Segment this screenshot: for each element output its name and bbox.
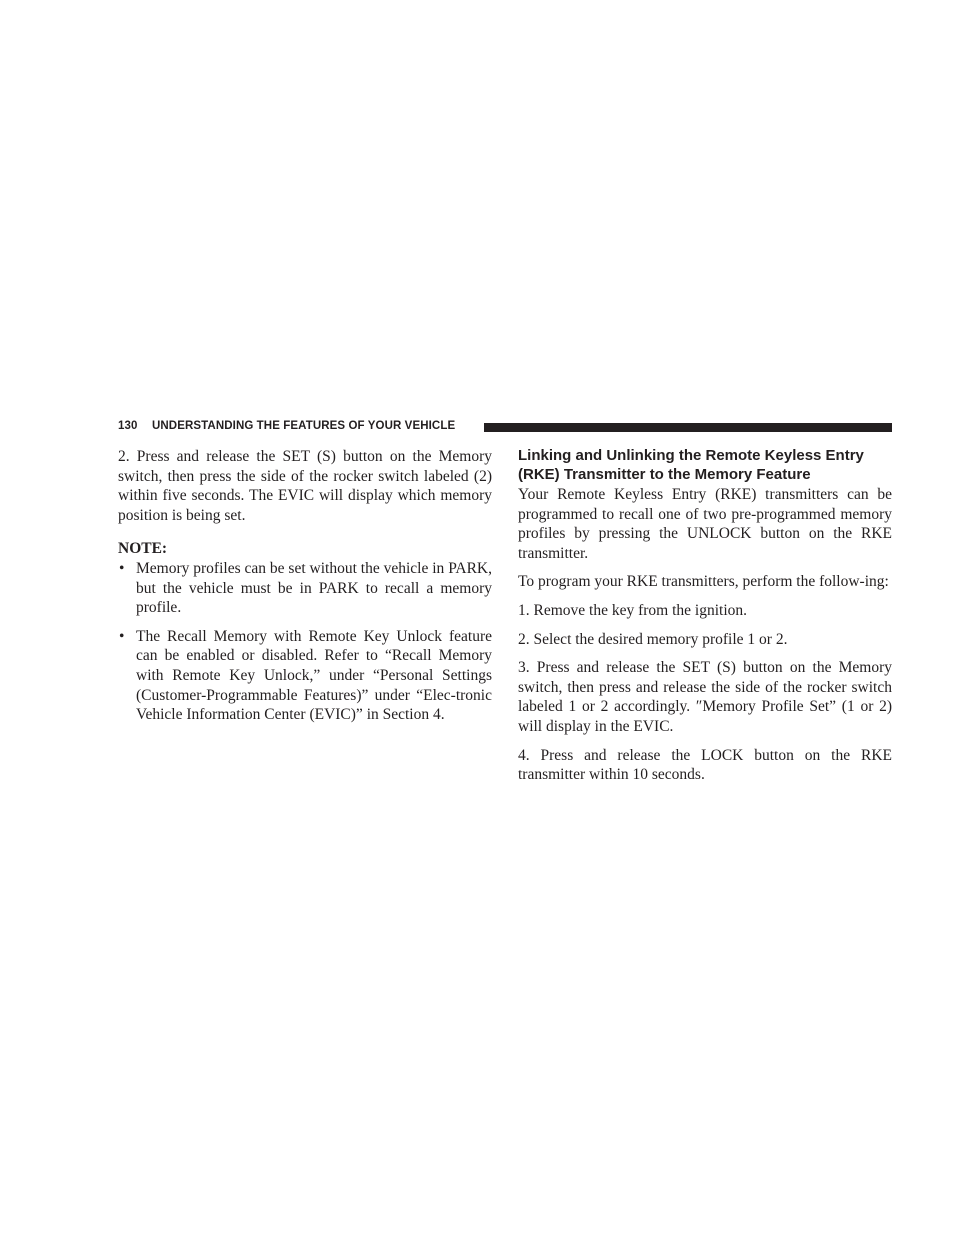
step-item: 4. Press and release the LOCK button on the RKE transmitter within 10 seconds. xyxy=(518,746,892,784)
linking-heading: Linking and Unlinking the Remote Keyless Entry (RKE) Transmitter to the Memory Feature xyxy=(518,447,864,483)
right-column xyxy=(518,447,892,794)
step-item: 3. Press and release the SET (S) button on the Memory switch, then press and release the side of the rocker switch labeled 1 or 2 accordingly. ″Memory Profile Set” (1 or 2) will display in the EVIC. xyxy=(518,659,892,735)
step-item: 2. Select the desired memory profile 1 or 2. xyxy=(518,630,788,648)
note-bullet-item xyxy=(118,559,492,618)
note-bullet-item xyxy=(118,627,492,725)
note-bullet-text: The Recall Memory with Remote Key Unlock feature can be enabled or disabled. Refer to “Recall Memory with Remote Key Unlock,” under “Personal Settings (Customer-Programmable Features)” under “Elec-tronic Vehicle Information Center (EVIC)” in Section 4. xyxy=(136,627,492,724)
step-item: 1. Remove the key from the ignition. xyxy=(518,601,748,619)
left-column xyxy=(118,447,492,734)
page-number: 130 xyxy=(118,420,138,432)
intro-paragraph: Your Remote Keyless Entry (RKE) transmitters can be programmed to recall one of two pre-programmed memory profiles by pressing the UNLOCK button on the RKE transmitter. xyxy=(518,486,892,562)
bullet-icon: • xyxy=(119,627,125,645)
step-2-paragraph: 2. Press and release the SET (S) button on the Memory switch, then press the side of the rocker switch labeled (2) within five seconds. The EVIC will display which memory position is being set. xyxy=(118,448,492,524)
page-header xyxy=(118,418,892,438)
bullet-icon: • xyxy=(119,559,125,577)
instruction-paragraph: To program your RKE transmitters, perform the follow-ing: xyxy=(518,573,889,591)
note-bullet-text: Memory profiles can be set without the vehicle in PARK, but the vehicle must be in PARK to recall a memory profile. xyxy=(136,559,492,617)
header-rule xyxy=(484,423,892,432)
note-label: NOTE: xyxy=(118,540,168,558)
section-title: UNDERSTANDING THE FEATURES OF YOUR VEHICLE xyxy=(152,420,456,432)
note-bullet-list xyxy=(118,559,492,725)
